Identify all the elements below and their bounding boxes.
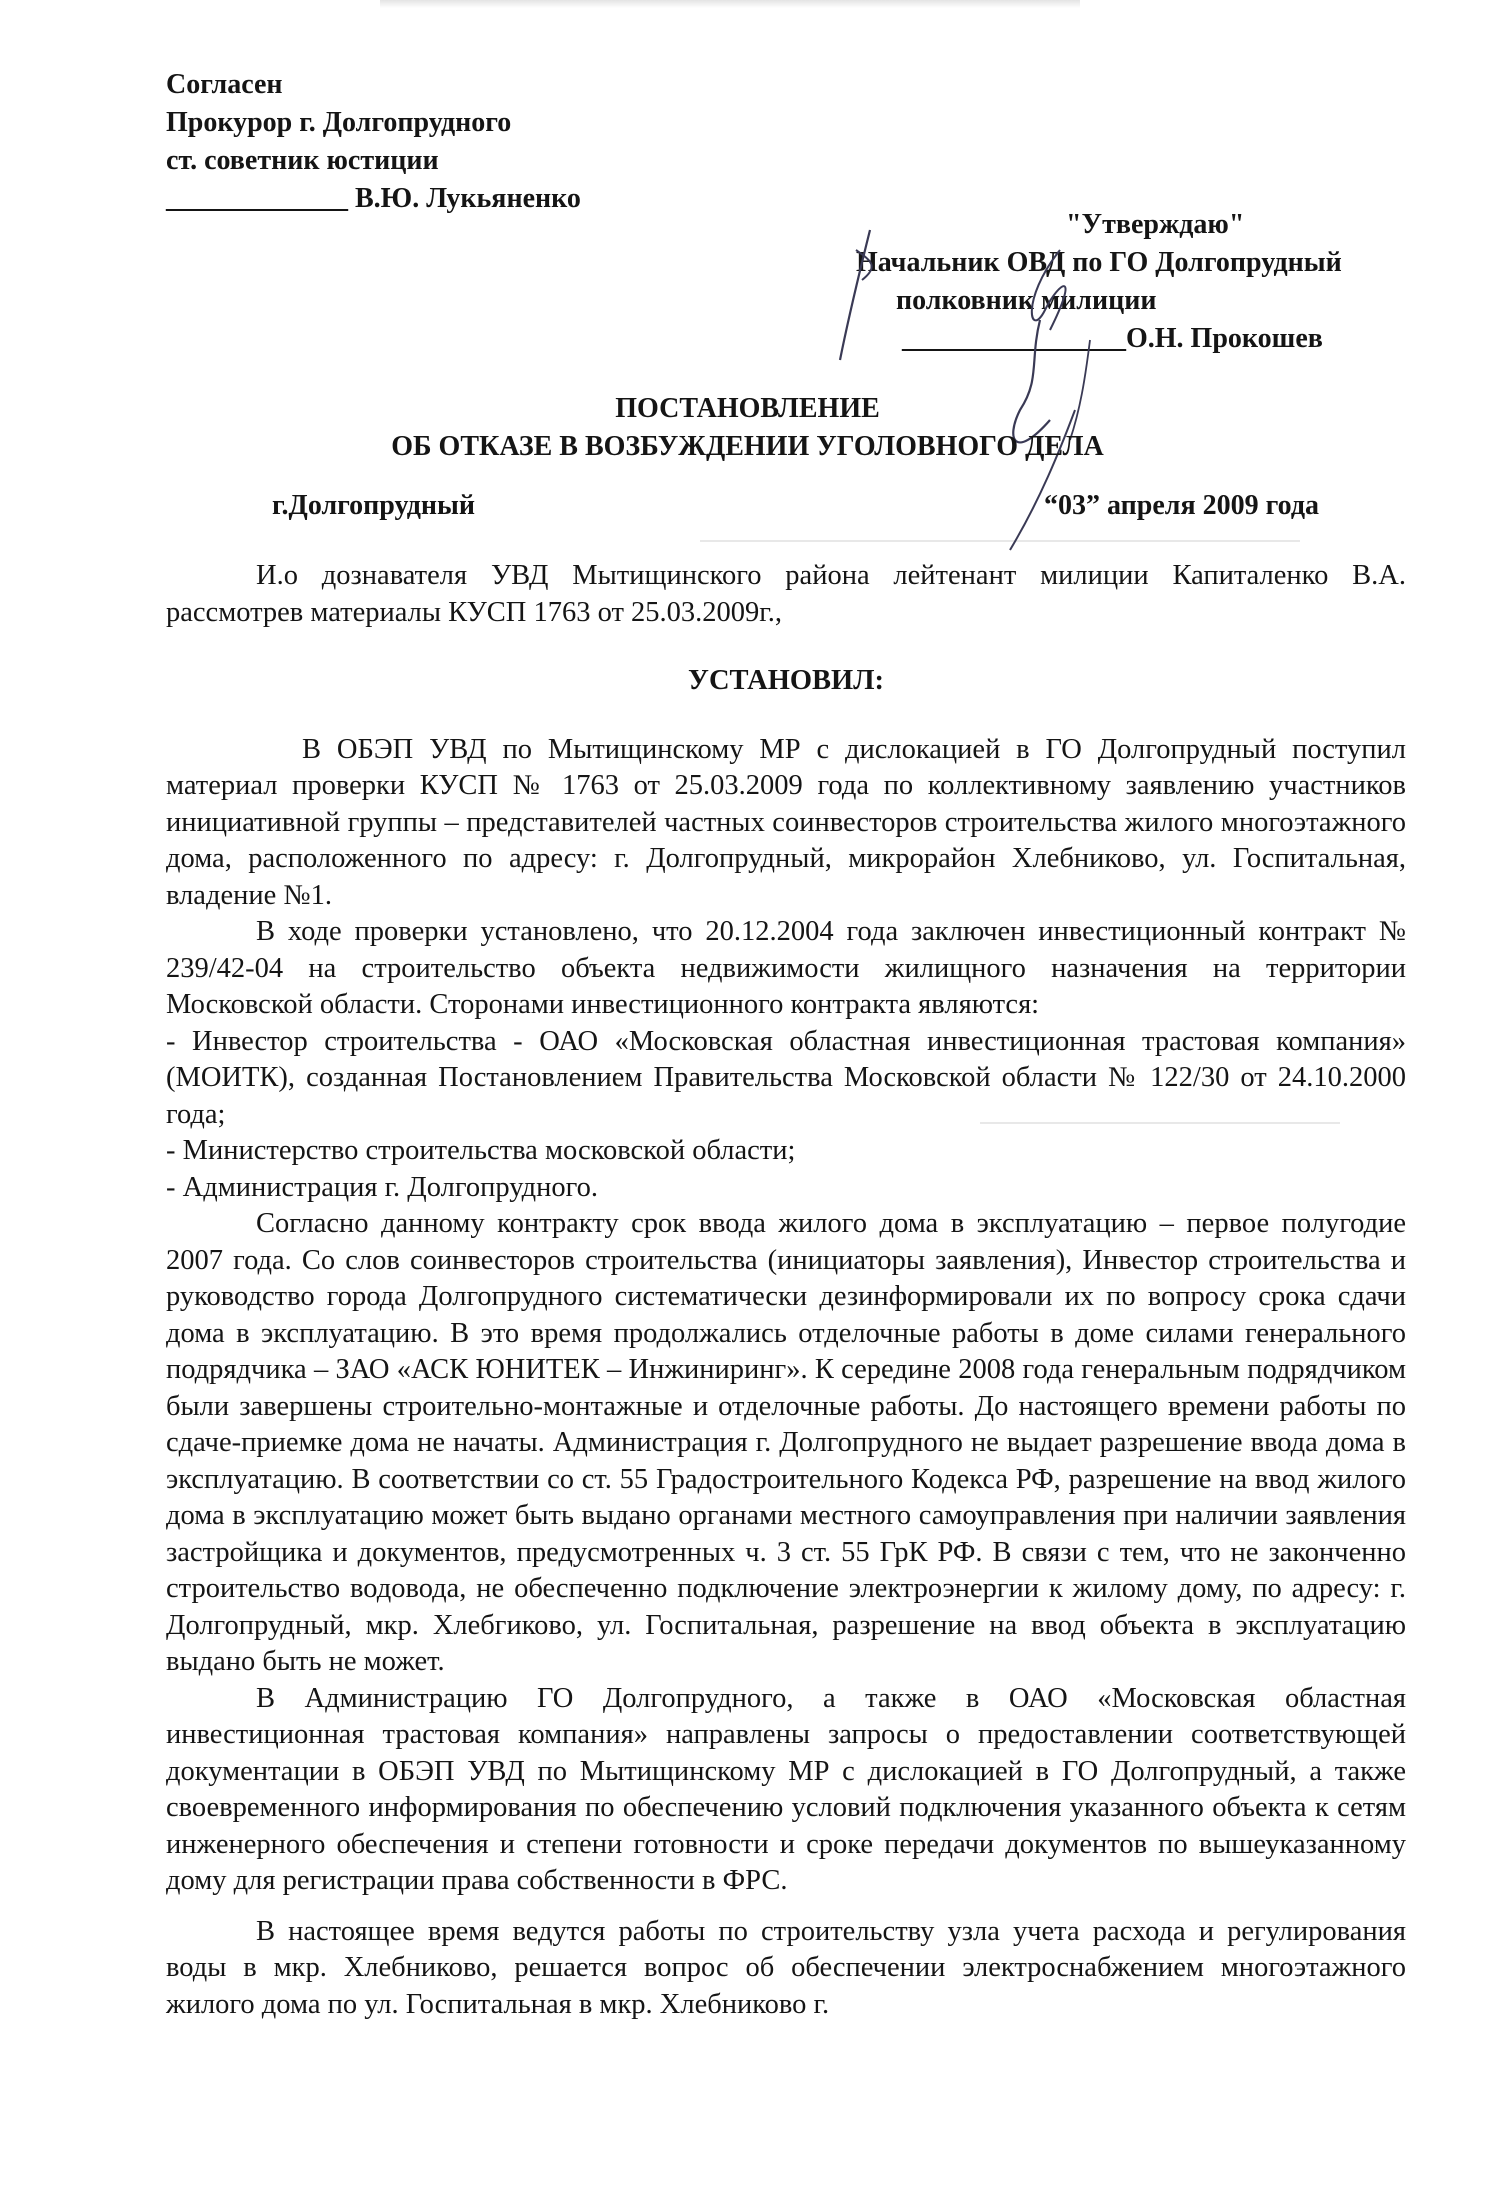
body-paragraph: В настоящее время ведутся работы по строительству узла учета расхода и регулирования воды в мкр. Хлебниково, решается вопрос об обеспечении электроснабжением многоэтажного жилого дома по ул. Госпитальная в мкр. Хлебниково г. [166, 1915, 1406, 2020]
intro-paragraph: И.о дознавателя УВД Мытищинского района лейтенант милиции Капиталенко В.А. рассмотрев материалы КУСП 1763 от 25.03.2009г., [166, 560, 1406, 628]
body-paragraph: В ходе проверки установлено, что 20.12.2004 года заключен инвестиционный контракт № 239/42-04 на строительство объекта недвижимости жилищного назначения на территории Московской области. Сторонами инвестиционного контракта являются: [166, 916, 1406, 1020]
document-date: “03” апреля 2009 года [1044, 490, 1319, 521]
place: г.Долгопрудный [272, 490, 476, 521]
document-body [166, 558, 1406, 2023]
scan-shadow [380, 0, 1080, 8]
approval-line: "Утверждаю" [1066, 209, 1245, 240]
approval-line: ________________О.Н. Прокошев [902, 323, 1323, 354]
approval-block [856, 206, 1416, 358]
document-title [0, 390, 1495, 466]
paragraph-gap [166, 1900, 1406, 1914]
agreement-line: Прокурор г. Долгопрудного [166, 107, 512, 138]
body-paragraph: - Инвестор строительства - ОАО «Московская областная инвестиционная трастовая компания» (МОИТК), созданная Постановлением Правительства Московской области № 122/30 от 24.10.2000 года; [166, 1025, 1406, 1130]
title-line: ПОСТАНОВЛЕНИЕ [615, 393, 880, 424]
title-line: ОБ ОТКАЗЕ В ВОЗБУЖДЕНИИ УГОЛОВНОГО ДЕЛА [391, 431, 1104, 462]
scan-artifact [700, 540, 1300, 542]
body-paragraph: - Администрация г. Долгопрудного. [166, 1171, 599, 1203]
section-heading: УСТАНОВИЛ: [688, 665, 884, 696]
approval-line: полковник милиции [896, 285, 1157, 316]
body-paragraph: В Администрацию ГО Долгопрудного, а также в ОАО «Московская областная инвестиционная трастовая компания» направлены запросы о предоставлении соответствующей документации в ОБЭП УВД по Мытищинскому МР с дислокацией в ГО Долгопрудный, а также своевременного информирования по обеспечению условий подключения указанного объекта к сетям инженерного обеспечения и степени готовности и сроке передачи документов по вышеуказанному дому для регистрации права собственности в ФРС. [166, 1682, 1406, 1896]
agreement-line: ст. советник юстиции [166, 145, 439, 176]
approval-line: Начальник ОВД по ГО Долгопрудный [856, 247, 1342, 278]
body-paragraph: В ОБЭП УВД по Мытищинскому МР с дислокацией в ГО Долгопрудный поступил материал проверки КУСП № 1763 от 25.03.2009 года по коллективному заявлению участников инициативной группы – представителей частных соинвесторов строительства жилого многоэтажного дома, расположенного по адресу: г. Долгопрудный, микрорайон Хлебниково, ул. Госпитальная, владение №1. [166, 733, 1406, 911]
body-paragraph: Согласно данному контракту срок ввода жилого дома в эксплуатацию – первое полугодие 2007 года. Со слов соинвесторов строительства (инициаторы заявления), Инвестор строительства и руководство города Долгопрудного систематически дезинформировали их по вопросу срока сдачи дома в эксплуатацию. В это время продолжались отделочные работы в доме силами генерального подрядчика – ЗАО «АСК ЮНИТЕК – Инжиниринг». К середине 2008 года генеральным подрядчиком были завершены строительно-монтажные и отделочные работы. До настоящего времени работы по сдаче-приемке дома не начаты. Администрация г. Долгопрудного не выдает разрешение ввода дома в эксплуатацию. В соответствии со ст. 55 Градостроительного Кодекса РФ, разрешение на ввод жилого дома в эксплуатацию может быть выдано органами местного самоуправления при наличии заявления застройщика и документов, предусмотренных ч. 3 ст. 55 ГрК РФ. В связи с тем, что не законченно строительство водовода, не обеспеченно подключение электроэнергии к жилому дому, по адресу: г. Долгопрудный, мкр. Хлебгиково, ул. Госпитальная, разрешение на ввод объекта в эксплуатацию выдано быть не может. [166, 1208, 1406, 1677]
agreement-line: _____________ В.Ю. Лукьяненко [166, 183, 581, 214]
body-paragraph: - Министерство строительства московской области; [166, 1135, 796, 1166]
agreement-block [166, 66, 581, 218]
agreement-line: Согласен [166, 69, 283, 100]
